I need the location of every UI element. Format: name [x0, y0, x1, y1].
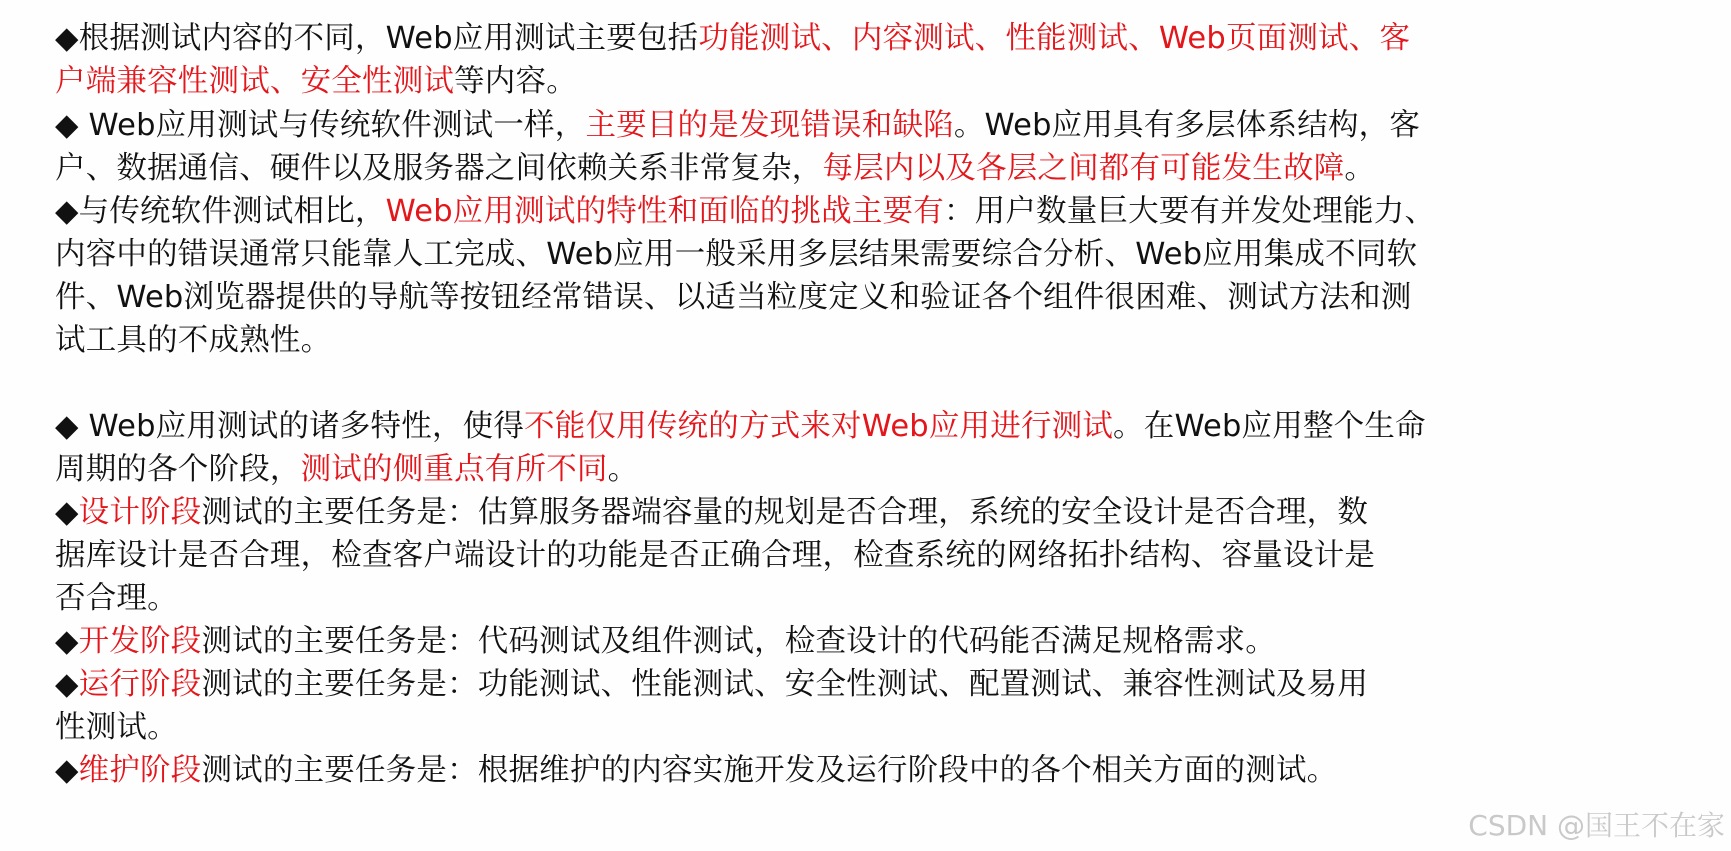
text-run: 测试的主要任务是：估算服务器端容量的规划是否合理，系统的安全设计是否合理，数: [201, 495, 1369, 530]
highlighted-text-run: 功能测试、内容测试、性能测试、Web页面测试、客: [698, 21, 1411, 56]
stage-label: 开发阶段: [78, 624, 202, 659]
text-line: [55, 448, 1655, 491]
bullet-diamond: ◆: [55, 667, 79, 702]
paragraph-operation-stage: [55, 663, 1655, 749]
text-line: [55, 276, 1655, 319]
text-run: 。: [1344, 151, 1376, 186]
bullet-diamond: ◆: [55, 753, 79, 788]
csdn-watermark: CSDN @国王不在家: [1468, 809, 1725, 842]
text-run: ◆根据测试内容的不同，Web应用测试主要包括: [55, 21, 699, 56]
text-run: ◆ Web应用测试的诸多特性，使得: [55, 409, 525, 444]
text-run: 等内容。: [454, 64, 577, 99]
paragraph-test-purpose: [55, 104, 1655, 190]
text-run: 性测试。: [55, 710, 178, 745]
paragraph-test-lifecycle: [55, 405, 1655, 491]
text-run: 测试的主要任务是：功能测试、性能测试、安全性测试、配置测试、兼容性测试及易用: [201, 667, 1369, 702]
text-run: 。Web应用具有多层体系结构，客: [953, 108, 1421, 143]
paragraph-maintenance-stage: [55, 749, 1655, 792]
highlighted-text-run: 测试的侧重点有所不同: [300, 452, 608, 487]
text-run: 户、数据通信、硬件以及服务器之间依赖关系非常复杂，: [55, 151, 823, 186]
highlighted-text-run: Web应用测试的特性和面临的挑战主要有: [385, 194, 944, 229]
stage-label: 设计阶段: [78, 495, 202, 530]
text-line: [55, 706, 1655, 749]
text-line: [55, 60, 1655, 103]
text-run: 。: [607, 452, 639, 487]
text-line: [55, 491, 1655, 534]
text-line: [55, 620, 1655, 663]
text-line: [55, 534, 1655, 577]
text-line: [55, 17, 1655, 60]
text-run: 周期的各个阶段，: [55, 452, 301, 487]
text-line: [55, 104, 1655, 147]
text-line: [55, 405, 1655, 448]
highlighted-text-run: 每层内以及各层之间都有可能发生故障: [822, 151, 1345, 186]
bullet-diamond: ◆: [55, 624, 79, 659]
highlighted-text-run: 主要目的是发现错误和缺陷: [585, 108, 954, 143]
text-run: 测试的主要任务是：代码测试及组件测试，检查设计的代码能否满足规格需求。: [201, 624, 1276, 659]
text-run: 。在Web应用整个生命: [1113, 409, 1426, 444]
stage-label: 维护阶段: [78, 753, 202, 788]
text-run: 内容中的错误通常只能靠人工完成、Web应用一般采用多层结果需要综合分析、Web应用集成不同软: [55, 237, 1418, 272]
text-line: [55, 663, 1655, 706]
highlighted-text-run: 不能仅用传统的方式来对Web应用进行测试: [524, 409, 1114, 444]
bullet-diamond: ◆: [55, 495, 79, 530]
text-line: [55, 190, 1655, 233]
highlighted-text-run: 户端兼容性测试、安全性测试: [55, 64, 455, 99]
text-line: [55, 319, 1655, 362]
text-run: ◆ Web应用测试与传统软件测试一样，: [55, 108, 586, 143]
paragraph-development-stage: [55, 620, 1655, 663]
text-line: [55, 147, 1655, 190]
text-run: 试工具的不成熟性。: [55, 323, 332, 358]
text-run: 据库设计是否合理，检查客户端设计的功能是否正确合理，检查系统的网络拓扑结构、容量设计是: [55, 538, 1376, 573]
paragraph-test-challenges: [55, 190, 1655, 362]
text-run: 测试的主要任务是：根据维护的内容实施开发及运行阶段中的各个相关方面的测试。: [201, 753, 1338, 788]
text-line: [55, 749, 1655, 792]
text-run: ◆与传统软件测试相比，: [55, 194, 386, 229]
paragraph-design-stage: [55, 491, 1655, 620]
text-run: ：用户数量巨大要有并发处理能力、: [943, 194, 1436, 229]
text-line: [55, 233, 1655, 276]
text-line: [55, 577, 1655, 620]
stage-label: 运行阶段: [78, 667, 202, 702]
text-run: 件、Web浏览器提供的导航等按钮经常错误、以适当粒度定义和验证各个组件很困难、测试方法和测: [55, 280, 1412, 315]
text-run: 否合理。: [55, 581, 178, 616]
paragraph-test-content-types: [55, 17, 1655, 103]
